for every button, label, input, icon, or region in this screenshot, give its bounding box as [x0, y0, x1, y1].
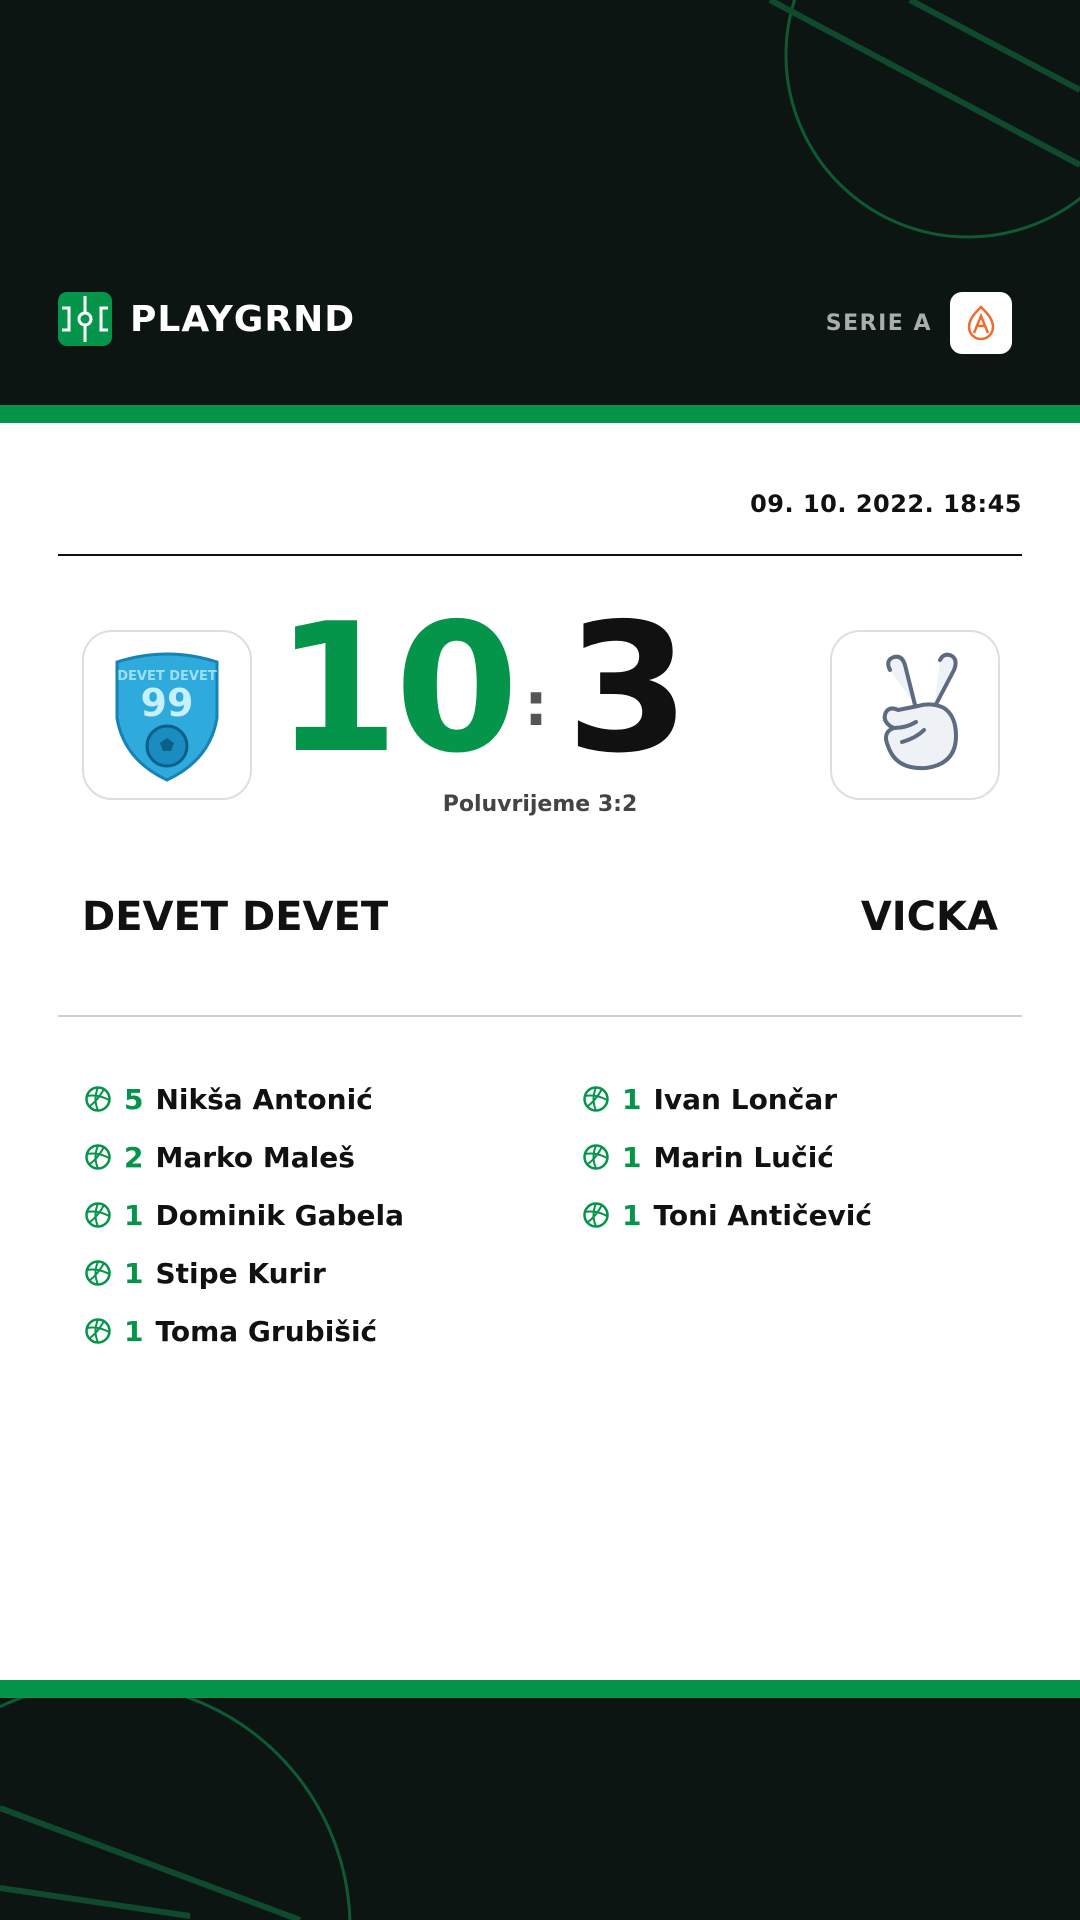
away-score: 3 [566, 585, 690, 792]
ball-icon [84, 1317, 112, 1345]
away-scorers-list [582, 1070, 872, 1244]
score-separator: : [524, 670, 548, 740]
scorer-name: Toma Grubišić [155, 1314, 378, 1348]
divider [58, 1015, 1022, 1017]
goal-count: 1 [124, 1256, 144, 1290]
scorer-item [582, 1186, 872, 1244]
ball-icon [84, 1085, 112, 1113]
top-accent-stripe [0, 405, 1080, 423]
goal-count: 1 [622, 1140, 642, 1174]
ball-icon [582, 1143, 610, 1171]
scorer-name: Nikša Antonić [155, 1082, 373, 1116]
scorer-name: Ivan Lončar [653, 1082, 838, 1116]
goal-count: 1 [124, 1314, 144, 1348]
league-logo-icon [950, 292, 1012, 354]
match-datetime: 09. 10. 2022. 18:45 [750, 490, 1022, 518]
peace-hand-icon [860, 650, 970, 780]
ball-icon [582, 1085, 610, 1113]
scorer-item [582, 1070, 872, 1128]
away-team-crest[interactable] [830, 630, 1000, 800]
ball-icon [582, 1201, 610, 1229]
goal-count: 5 [124, 1082, 144, 1116]
pitch-icon [58, 292, 112, 346]
halftime-score: Poluvrijeme 3:2 [442, 792, 638, 817]
bottom-accent-stripe [0, 1680, 1080, 1698]
home-crest-shield-icon [112, 648, 222, 782]
scorer-name: Dominik Gabela [155, 1198, 405, 1232]
ball-icon [84, 1259, 112, 1287]
pitch-lines-decoration [0, 1698, 1080, 1920]
league-name: SERIE A [825, 310, 932, 336]
home-team-crest[interactable] [82, 630, 252, 800]
scorer-item [84, 1302, 404, 1360]
home-scorers-list [84, 1070, 404, 1360]
goal-count: 1 [622, 1198, 642, 1232]
scorer-name: Marko Maleš [155, 1140, 355, 1174]
scorer-item [84, 1186, 404, 1244]
scorer-item [84, 1070, 404, 1128]
goal-count: 1 [124, 1198, 144, 1232]
svg-text:DEVET DEVET: DEVET DEVET [117, 669, 217, 684]
divider [58, 554, 1022, 556]
scorer-name: Toni Antičević [653, 1198, 873, 1232]
brand[interactable] [58, 292, 355, 346]
scorer-name: Stipe Kurir [155, 1256, 326, 1290]
footer-banner [0, 1698, 1080, 1920]
header-banner [0, 0, 1080, 405]
ball-icon [84, 1201, 112, 1229]
away-team-name: VICKA [860, 894, 998, 940]
league[interactable] [826, 292, 1012, 354]
scorer-item [84, 1128, 404, 1186]
scorer-item [84, 1244, 404, 1302]
brand-name: PLAYGRND [130, 298, 356, 340]
ball-icon [84, 1143, 112, 1171]
scorer-name: Marin Lučić [653, 1140, 834, 1174]
goal-count: 1 [622, 1082, 642, 1116]
goal-count: 2 [124, 1140, 144, 1174]
scorer-item [582, 1128, 872, 1186]
home-score: 10 [275, 585, 515, 792]
home-team-name: DEVET DEVET [82, 894, 389, 940]
svg-text:99: 99 [140, 681, 194, 725]
